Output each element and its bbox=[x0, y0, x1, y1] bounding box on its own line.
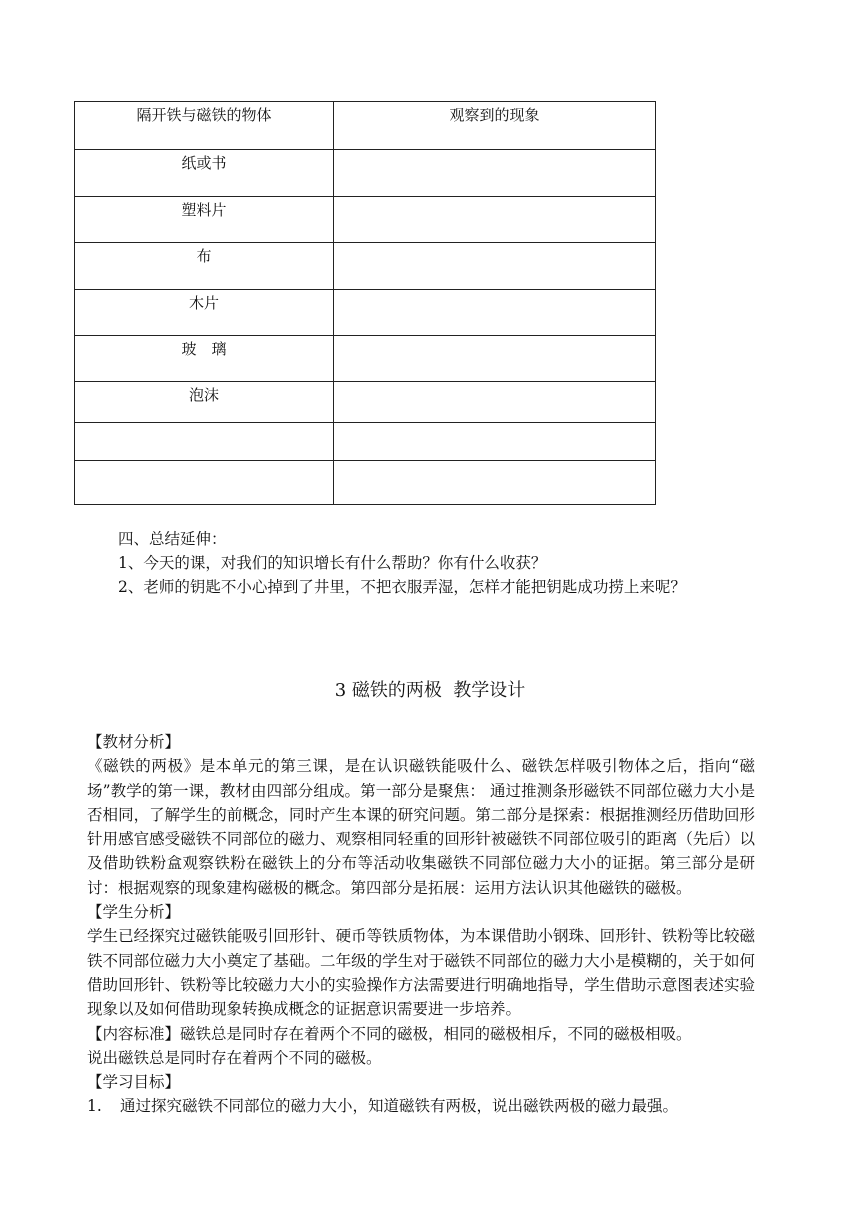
table-cell bbox=[75, 423, 334, 461]
learning-goal-item bbox=[87, 1094, 755, 1118]
lesson-body bbox=[87, 730, 755, 1119]
table-cell: 木片 bbox=[75, 290, 334, 336]
table-cell: 塑料片 bbox=[75, 197, 334, 243]
learning-goals-heading: 【学习目标】 bbox=[87, 1073, 181, 1092]
table-header-cell: 隔开铁与磁铁的物体 bbox=[75, 102, 334, 150]
table-cell: 玻 璃 bbox=[75, 336, 334, 382]
textbook-analysis-heading: 【教材分析】 bbox=[87, 733, 181, 751]
table-cell bbox=[334, 197, 656, 243]
table-row bbox=[75, 290, 656, 336]
table-header-cell: 观察到的现象 bbox=[334, 102, 656, 150]
table-row bbox=[75, 150, 656, 197]
table-header-row bbox=[75, 102, 656, 150]
table-cell: 布 bbox=[75, 243, 334, 290]
student-analysis-heading: 【学生分析】 bbox=[87, 903, 181, 922]
table-row bbox=[75, 423, 656, 461]
content-standard-text: 磁铁总是同时存在着两个不同的磁极，相同的磁极相斥，不同的磁极相吸。 bbox=[180, 1024, 692, 1043]
content-standard-text-2: 说出磁铁总是同时存在着两个不同的磁极。 bbox=[87, 1048, 382, 1067]
table-cell bbox=[334, 150, 656, 197]
content-standard-heading: 【内容标准】 bbox=[87, 1024, 181, 1043]
table-cell bbox=[334, 423, 656, 461]
table-cell bbox=[334, 336, 656, 382]
table-row bbox=[75, 461, 656, 505]
content-standard bbox=[87, 1022, 755, 1046]
table-cell: 泡沫 bbox=[75, 382, 334, 423]
table-cell bbox=[75, 461, 334, 505]
student-analysis-text: 学生已经探究过磁铁能吸引回形针、硬币等铁质物体，为本课借助小钢珠、回形针、铁粉等比较磁铁不同部位磁力大小奠定了基础。二年级的学生对于磁铁不同部位的磁力大小是模糊的，关于如何借助回形针、铁粉等比较磁力大小的实验操作方法需要进行明确地指导，学生借助示意图表述实验现象以及如何借助现象转换成概念的证据意识需要进一步培养。 bbox=[87, 927, 755, 1019]
table-row bbox=[75, 197, 656, 243]
summary-section bbox=[118, 527, 686, 599]
table-cell: 纸或书 bbox=[75, 150, 334, 197]
table-row bbox=[75, 336, 656, 382]
textbook-analysis-text: 《磁铁的两极》是本单元的第三课，是在认识磁铁能吸什么、磁铁怎样吸引物体之后，指向“磁场”教学的第一课，教材由四部分组成。第一部分是聚焦： 通过推测条形磁铁不同部位磁力大小是否相同，了解学生的前概念，同时产生本课的研究问题。第二部分是探索：根据推测经历借助回形针用感官感受磁铁不同部位的磁力、观察相同轻重的回形针被磁铁不同部位吸引的距离（先后）以及借助铁粉盒观察铁粉在磁铁上的分布等活动收集磁铁不同部位磁力大小的证据。第三部分是研讨：根据观察的现象建构磁极的概念。第四部分是拓展：运用方法认识其他磁铁的磁极。 bbox=[87, 757, 755, 897]
summary-item: 2、老师的钥匙不小心掉到了井里，不把衣服弄湿，怎样才能把钥匙成功捞上来呢？ bbox=[118, 578, 686, 596]
table-cell bbox=[334, 461, 656, 505]
table-row bbox=[75, 382, 656, 423]
table-row bbox=[75, 243, 656, 290]
goal-text: 通过探究磁铁不同部位的磁力大小，知道磁铁有两极，说出磁铁两极的磁力最强。 bbox=[120, 1097, 679, 1116]
observation-table bbox=[74, 101, 656, 505]
table-cell bbox=[334, 243, 656, 290]
goal-number: 1. bbox=[87, 1097, 102, 1116]
summary-item: 1、今天的课，对我们的知识增长有什么帮助？你有什么收获？ bbox=[118, 554, 547, 572]
lesson-title: 3 磁铁的两极 教学设计 bbox=[334, 680, 526, 701]
summary-heading: 四、总结延伸： bbox=[118, 530, 227, 548]
table-cell bbox=[334, 382, 656, 423]
table-cell bbox=[334, 290, 656, 336]
